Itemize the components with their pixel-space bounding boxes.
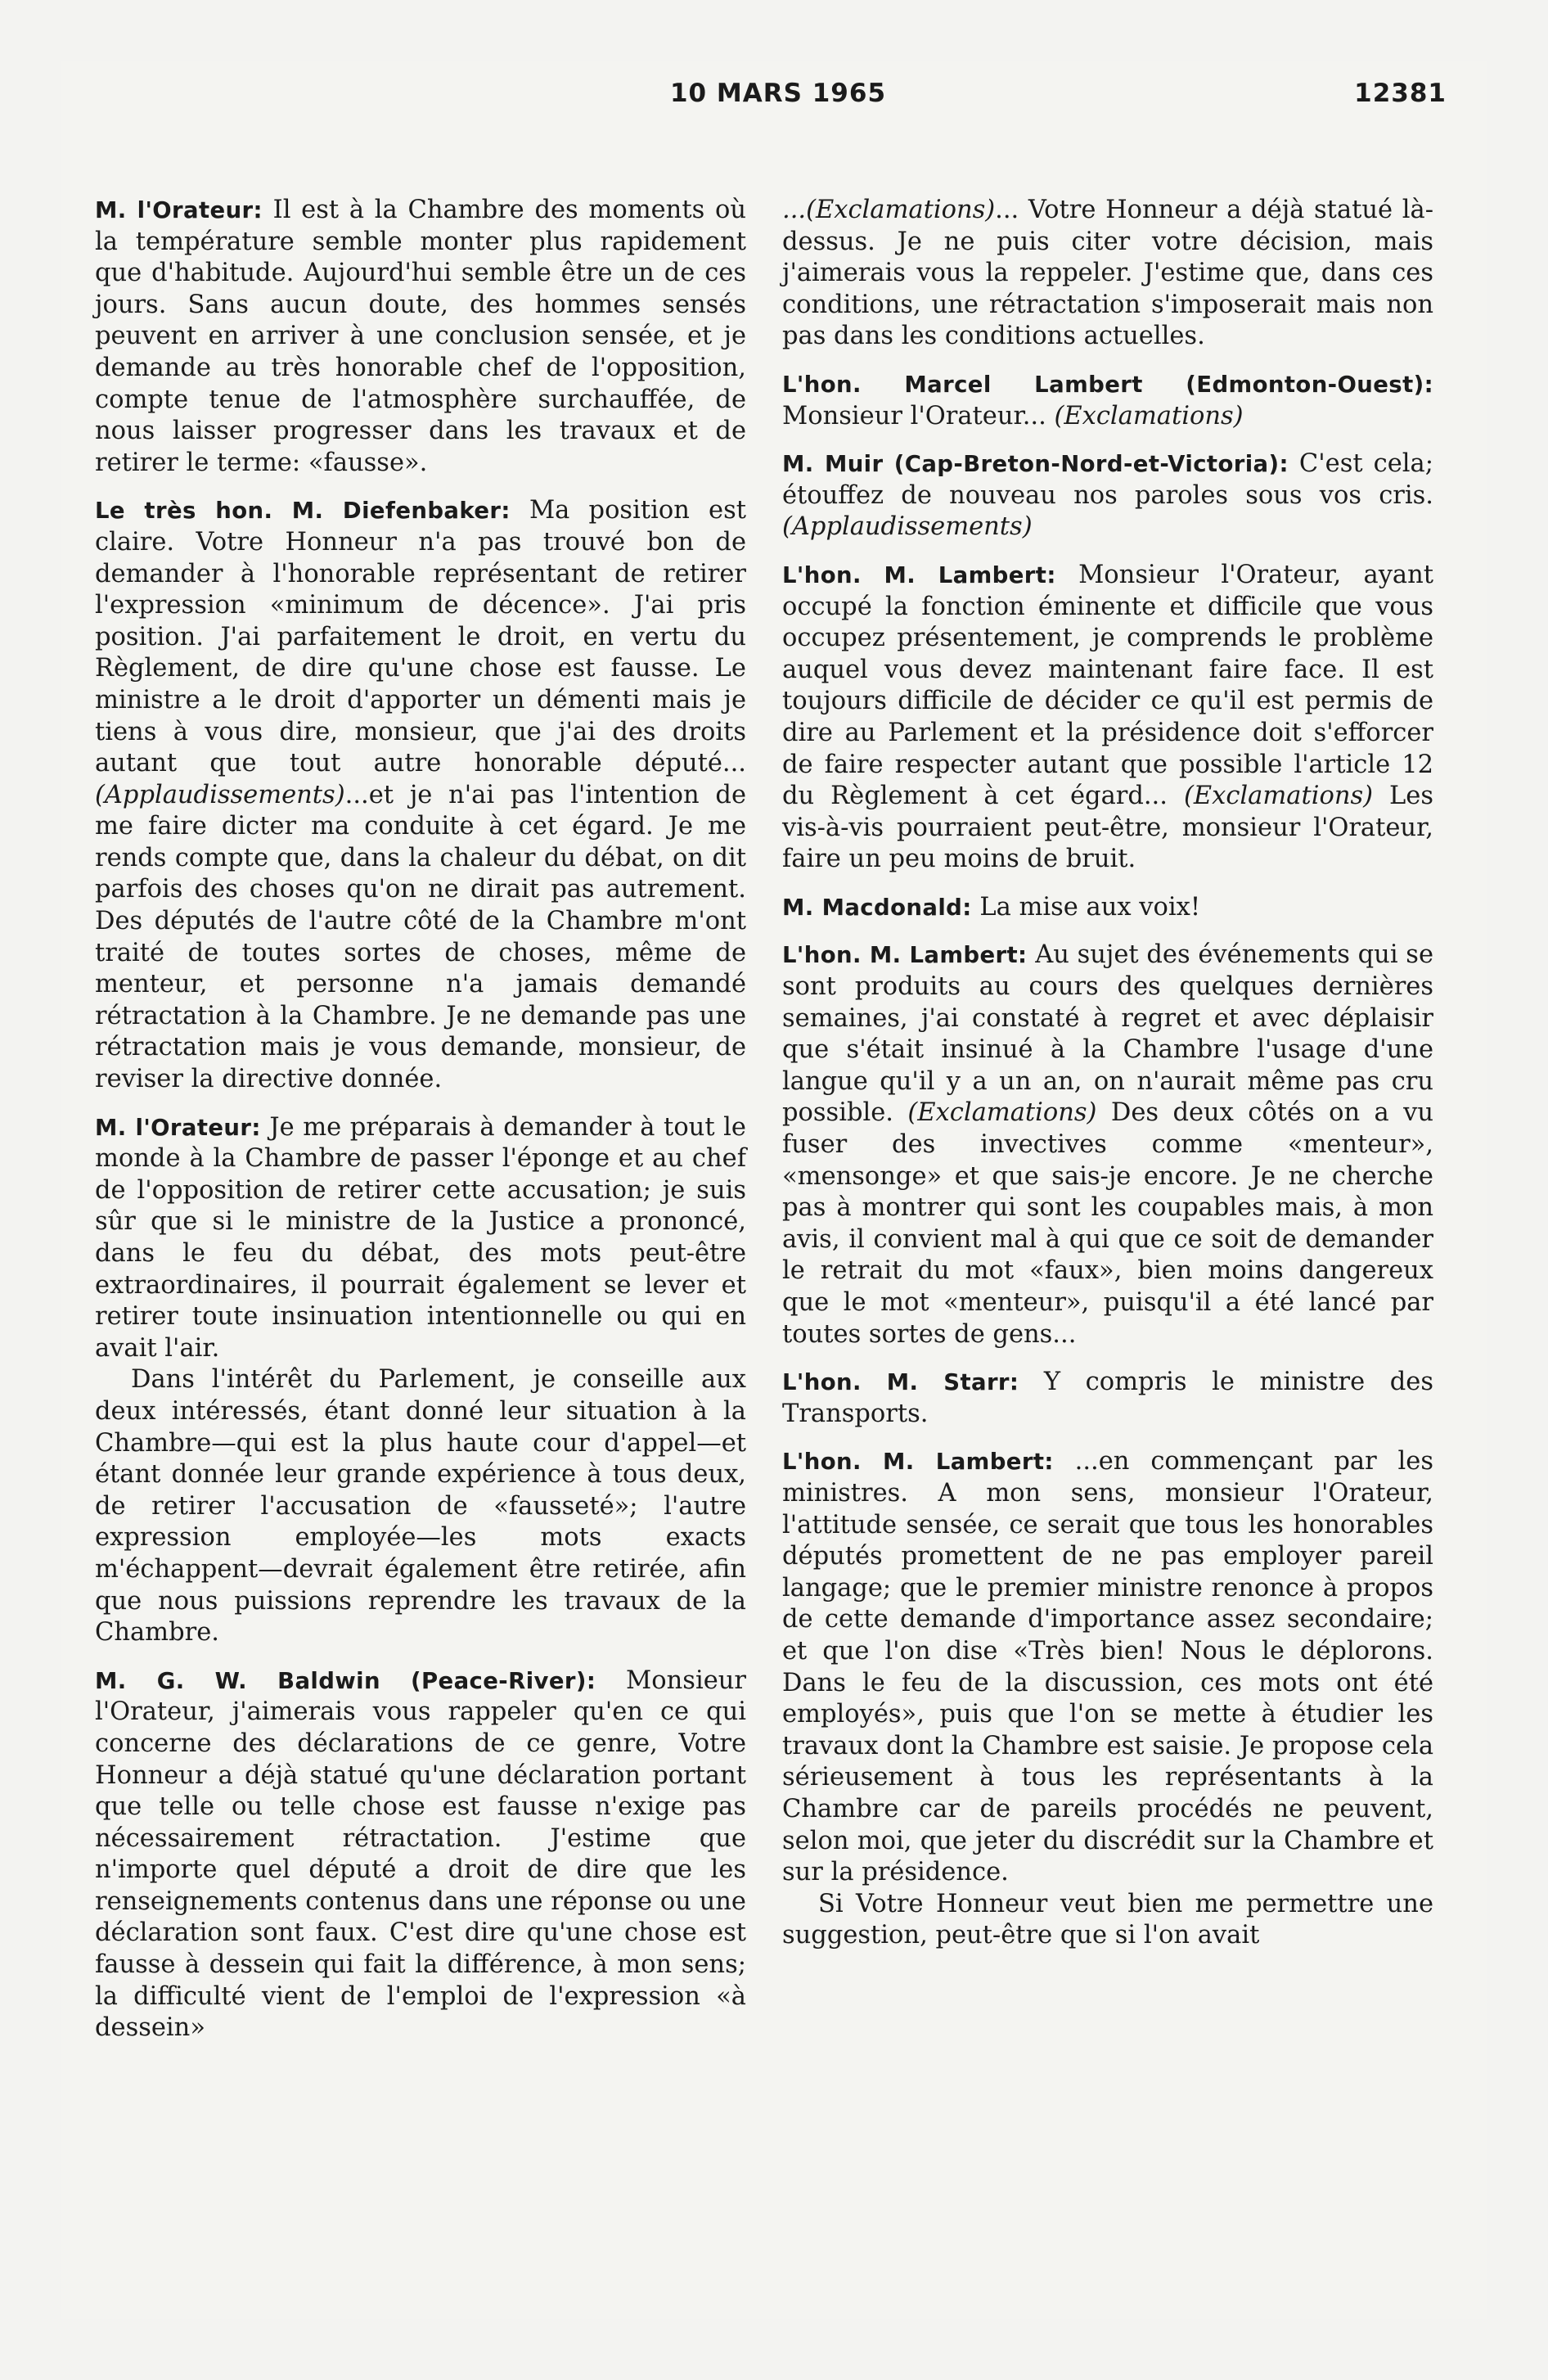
speech-text: ...et je n'ai pas l'intention de me faire dicter ma conduite à cet égard. Je me rends compte que, dans la chaleur du débat, on dit parfois des choses qu'on ne dirait pas autrement. Des députés de l'autre côté de la Chambre m'ont traité de toutes sortes de choses, même de menteur, et personne n'a jamais demandé rétractation à la Chambre. Je ne demande pas une rétractation mais je vous demande, monsieur, de reviser la directive donnée. — [95, 780, 746, 1094]
paragraph — [782, 1889, 1433, 1952]
speech-text: La mise aux voix! — [971, 892, 1201, 922]
paragraph — [782, 1367, 1433, 1430]
paragraph — [782, 195, 1433, 353]
speech-italic: (Applaudissements) — [782, 512, 1033, 542]
speech-text: ...en commençant par les ministres. A mon sens, monsieur l'Orateur, l'attitude sensée, ce serait que tous les honorables députés promettent de ne pas employer pareil langage; que le premier ministre renonce à propos de cette demande d'importance assez secondaire; et que l'on dise «Très bien! Nous le déplorons. Dans le feu de la discussion, ces mots ont été employés», puis que l'on se mette à étudier les travaux dont la Chambre est saisie. Je propose cela sérieusement à tous les représentants à la Chambre car de pareils procédés ne peuvent, selon moi, que jeter du discrédit sur la Chambre et sur la présidence. — [782, 1447, 1433, 1887]
page-number: 12381 — [1354, 79, 1447, 108]
paragraph — [782, 449, 1433, 543]
speech-text: Monsieur l'Orateur, ayant occupé la fonction éminente et difficile que vous occupez présentement, je comprends le problème auquel vous devez maintenant faire face. Il est toujours difficile de décider ce qu'il est permis de dire au Parlement et la présidence doit s'efforcer de faire respecter autant que possible l'article 12 du Règlement à cet égard... — [782, 560, 1434, 811]
speaker-name: L'hon. Marcel Lambert (Edmonton-Ouest): — [782, 371, 1433, 398]
speech-italic: (Applaudissements) — [95, 780, 345, 809]
speaker-name: M. l'Orateur: — [95, 197, 263, 223]
speech-italic: ...(Exclamations) — [782, 196, 996, 224]
speech-italic: (Exclamations) — [1054, 401, 1244, 430]
paragraph — [782, 892, 1433, 924]
speaker-name: L'hon. M. Lambert: — [782, 1449, 1054, 1476]
speech-text: Au sujet des événements qui se sont produits au cours des quelques dernières semaines, j'ai constaté à regret et avec déplaisir que s'était insinué à la Chambre l'usage d'une langue qu'il y a un an, on n'aurait même pas cru possible. — [782, 940, 1434, 1128]
speech-text: ... Votre Honneur a déjà statué là-dessus. Je ne puis citer votre décision, mais j'aimerais vous la reppeler. J'estime que, dans ces conditions, une rétractation s'imposerait mais non pas dans les conditions actuelles. — [782, 196, 1433, 351]
speaker-name: M. Muir (Cap-Breton-Nord-et-Victoria): — [782, 451, 1289, 478]
speech-text: Des deux côtés on a vu fuser des invectives comme «menteur», «mensonge» et que sais-je encore. Je ne cherche pas à montrer qui sont les coupables mais, à mon avis, il convient mal à qui que ce soit de demander le retrait du mot «faux», bien moins dangereux que le mot «menteur», puisqu'il a été lancé par toutes sortes de gens... — [782, 1098, 1433, 1349]
header-date: 10 MARS 1965 — [669, 79, 887, 108]
speech-text: Je me préparais à demander à tout le monde à la Chambre de passer l'éponge et au chef de l'opposition de retirer cette accusation; je suis sûr que si le ministre de la Justice a prononcé, dans le feu du débat, des mots peut-être extraordinaires, il pourrait également se lever et retirer toute insinuation intentionnelle ou qui en avait l'air. — [95, 1112, 746, 1363]
paragraph — [95, 195, 746, 479]
speech-text: Si Votre Honneur veut bien me permettre une suggestion, peut-être que si l'on avait — [782, 1889, 1433, 1950]
speech-italic: (Exclamations) — [1183, 782, 1374, 811]
paragraph — [782, 1446, 1433, 1888]
paragraph — [95, 1364, 746, 1648]
paragraph — [95, 495, 746, 1095]
speaker-name: L'hon. M. Lambert: — [782, 561, 1056, 588]
speaker-name: Le très hon. M. Diefenbaker: — [95, 498, 511, 525]
speech-text: Y compris le ministre des Transports. — [782, 1368, 1433, 1428]
paragraph — [782, 560, 1433, 876]
paragraph — [95, 1666, 746, 2044]
speech-text: Ma position est claire. Votre Honneur n'a pas trouvé bon de demander à l'honorable représentant de retirer l'expression «minimum de décence». J'ai pris position. J'ai parfaitement le droit, en vertu du Règlement, de dire qu'une chose est fausse. Le ministre a le droit d'apporter un démenti mais je tiens à vous dire, monsieur, que j'ai des droits autant que tout autre honorable député... — [95, 496, 746, 778]
right-column — [782, 195, 1433, 1968]
page-header — [110, 79, 1447, 128]
paragraph — [782, 369, 1433, 432]
speaker-name: M. Macdonald: — [782, 894, 972, 921]
speaker-name: L'hon. M. Lambert: — [782, 942, 1028, 969]
speaker-name: M. l'Orateur: — [95, 1114, 261, 1141]
speech-text: Il est à la Chambre des moments où la température semble monter plus rapidement que d'habitude. Aujourd'hui semble être un de ces jours. Sans aucun doute, des hommes sensés peuvent en arriver à une conclusion sensée, et je demande au très honorable chef de l'opposition, compte tenue de l'atmosphère surchauffée, de nous laisser progresser dans les travaux et de retirer le terme: «fausse». — [95, 196, 746, 477]
speaker-name: M. G. W. Baldwin (Peace-River): — [95, 1667, 596, 1694]
speech-text: Monsieur l'Orateur, j'aimerais vous rappeler qu'en ce qui concerne des déclarations de ce genre, Votre Honneur a déjà statué qu'une déclaration portant que telle ou telle chose est fausse n'exige pas nécessairement rétractation. J'estime que n'importe quel député a droit de dire que les renseignements contenus dans une réponse ou une déclaration sont faux. C'est dire qu'une chose est fausse à dessein qui fait la différence, à mon sens; la difficulté vient de l'emploi de l'expression «à dessein» — [95, 1666, 746, 2043]
speech-text: Dans l'intérêt du Parlement, je conseille aux deux intéressés, étant donné leur situation à la Chambre—qui est la plus haute cour d'appel—et étant donnée leur grande expérience à tous deux, de retirer l'accusation de «fausseté»; l'autre expression employée—les mots exacts m'échappent—devrait également être retirée, afin que nous puissions reprendre les travaux de la Chambre. — [95, 1365, 746, 1648]
speaker-name: L'hon. M. Starr: — [782, 1369, 1019, 1396]
paragraph — [95, 1112, 746, 1365]
speech-text: Les vis-à-vis pourraient peut-être, monsieur l'Orateur, faire un peu moins de bruit. — [782, 782, 1433, 874]
speech-italic: (Exclamations) — [907, 1098, 1097, 1128]
speech-text: C'est cela; étouffez de nouveau nos paroles sous vos cris. — [782, 449, 1433, 510]
speech-text: Monsieur l'Orateur... — [782, 401, 1055, 430]
paragraph — [782, 940, 1433, 1350]
left-column — [95, 195, 746, 2061]
